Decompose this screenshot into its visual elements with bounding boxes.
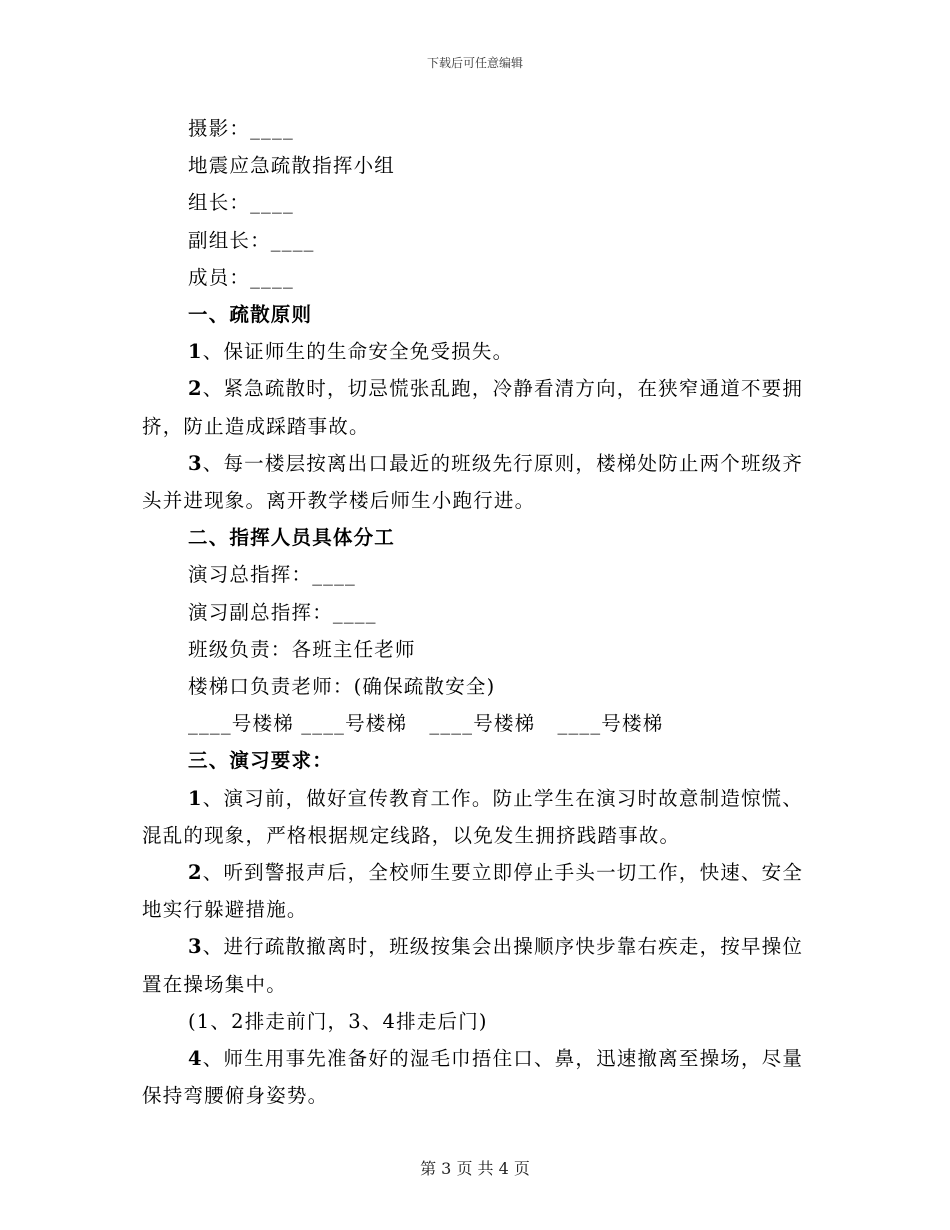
section-heading-requirements: 三、演习要求： (188, 749, 333, 773)
item-text: 、保证师生的生命安全免受损失。 (202, 340, 514, 364)
class-head-line: 班级负责：各班主任老师 (188, 637, 416, 661)
item-text: 、演习前，做好宣传教育工作。防止学生在演习时故意制造惊慌、混乱的现象，严格根据规定线路，以免发生拥挤践踏事故。 (142, 786, 804, 847)
item-number: 1 (188, 340, 203, 364)
item-number: 4 (188, 1047, 203, 1071)
photo-line: 摄影：____ (188, 117, 294, 140)
exit-note: (1、2排走前门，3、4排走后门) (188, 1009, 488, 1033)
requirement-item (142, 928, 812, 1002)
header-note: 下载后可任意编辑 (426, 56, 523, 70)
item-number: 1 (188, 786, 203, 810)
item-number: 3 (188, 935, 203, 959)
item-text: 、听到警报声后，全校师生要立即停止手头一切工作，快速、安全地实行躲避措施。 (142, 861, 804, 922)
commander-line: 演习总指挥：____ (188, 563, 357, 587)
deputy-line: 副组长：____ (188, 228, 315, 252)
section-heading-roles: 二、指挥人员具体分工 (188, 526, 396, 550)
leader-line: 组长：____ (188, 191, 294, 215)
item-text: 、进行疏散撤离时，班级按集会出操顺序快步靠右疾走，按早操位置在操场集中。 (142, 935, 804, 996)
principle-item (142, 370, 812, 444)
item-number: 2 (188, 377, 203, 401)
principle-item (142, 333, 812, 370)
item-number: 2 (188, 861, 203, 885)
item-text: 、师生用事先准备好的湿毛巾捂住口、鼻，迅速撤离至操场，尽量保持弯腰俯身姿势。 (142, 1047, 804, 1108)
principle-item (142, 445, 812, 519)
requirement-item (142, 780, 812, 854)
item-text: 、每一楼层按离出口最近的班级先行原则，楼梯处防止两个班级齐头并进现象。离开教学楼后师生小跑行进。 (142, 451, 804, 513)
section-heading-principles: 一、疏散原则 (188, 303, 313, 327)
stairs-teacher-line: 楼梯口负责老师：(确保疏散安全) (188, 675, 496, 699)
stairs-numbers-line: ____号楼梯 ____号楼梯 ____号楼梯 ____号楼梯 (188, 712, 664, 736)
vice-commander-line: 演习副总指挥：____ (188, 600, 377, 624)
requirement-item (142, 854, 812, 928)
item-number: 3 (188, 451, 203, 475)
members-line: 成员：____ (188, 265, 294, 289)
document-body (142, 110, 812, 1114)
requirement-item (142, 1040, 812, 1114)
item-text: 、紧急疏散时，切忌慌张乱跑，冷静看清方向，在狭窄通道不要拥挤，防止造成踩踏事故。 (142, 377, 804, 438)
page-number: 第 3 页 共 4 页 (420, 1159, 530, 1178)
group-title: 地震应急疏散指挥小组 (188, 154, 396, 178)
